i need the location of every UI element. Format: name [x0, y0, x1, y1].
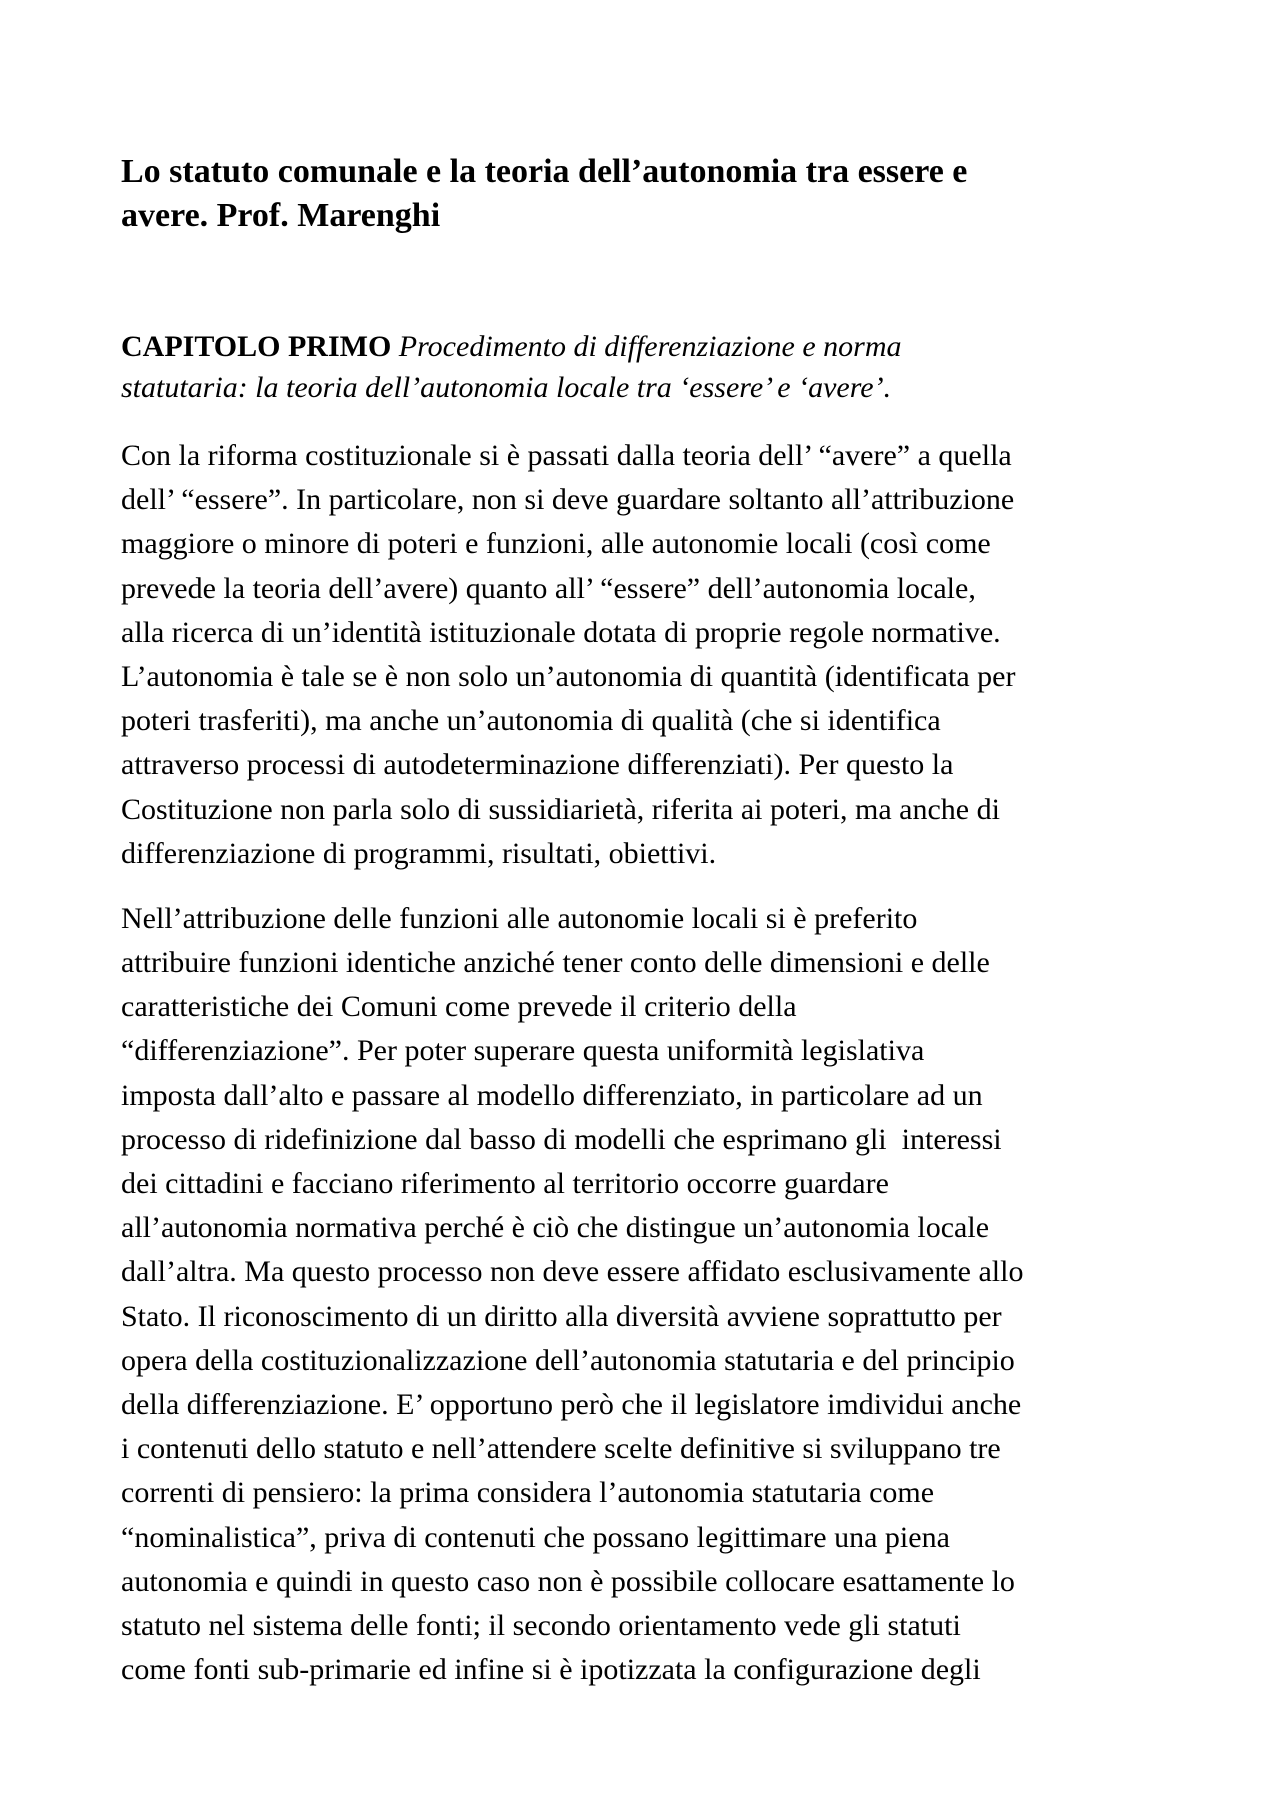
text-line: della differenziazione. E’ opportuno però che il legislatore imdividui anche [121, 1387, 1022, 1421]
text-line: poteri trasferiti), ma anche un’autonomia di qualità (che si identifica [121, 704, 941, 738]
text-line: processo di ridefinizione dal basso di modelli che esprimano gli interessi [121, 1122, 1002, 1156]
text-line: correnti di pensiero: la prima considera l’autonomia statutaria come [121, 1476, 935, 1510]
text-line: dei cittadini e facciano riferimento al territorio occorre guardare [121, 1167, 889, 1200]
text-line: “nominalistica”, priva di contenuti che possano legittimare una piena [121, 1520, 950, 1554]
text-line: alla ricerca di un’identità istituzionale dotata di proprie regole normative. [121, 615, 1001, 649]
text-line: maggiore o minore di poteri e funzioni, alle autonomie locali (così come [121, 527, 991, 561]
chapter-subtitle: Procedimento di differenziazione e norma [398, 330, 902, 363]
text-line: statuto nel sistema delle fonti; il secondo orientamento vede gli statuti [121, 1608, 961, 1642]
text-line: Costituzione non parla solo di sussidiarietà, riferita ai poteri, ma anche di [121, 792, 1000, 826]
paragraph-spacer [121, 876, 1181, 897]
document-title-line: avere. Prof. Marenghi [121, 197, 441, 234]
document-title [121, 150, 1121, 238]
text-line: Stato. Il riconoscimento di un diritto alla diversità avviene soprattutto per [121, 1299, 1002, 1333]
text-line: attribuire funzioni identiche anziché tener conto delle dimensioni e delle [121, 946, 990, 980]
text-line: imposta dall’alto e passare al modello differenziato, in particolare ad un [121, 1078, 983, 1112]
text-line: Nell’attribuzione delle funzioni alle autonomie locali si è preferito [121, 901, 918, 935]
text-line: caratteristiche dei Comuni come prevede il criterio della [121, 990, 797, 1024]
text-line: autonomia e quindi in questo caso non è possibile collocare esattamente lo [121, 1564, 1015, 1598]
text-line: i contenuti dello statuto e nell’attendere scelte definitive si sviluppano tre [121, 1432, 1001, 1466]
chapter-subtitle: statutaria: la teoria dell’autonomia locale tra ‘essere’ e ‘avere’. [121, 371, 892, 404]
text-line: dell’ “essere”. In particolare, non si deve guardare soltanto all’attribuzione [121, 483, 1015, 517]
text-line: differenziazione di programmi, risultati, obiettivi. [121, 836, 717, 870]
text-line: dall’altra. Ma questo processo non deve essere affidato esclusivamente allo [121, 1255, 1024, 1289]
paragraph [121, 897, 1181, 1692]
text-line: all’autonomia normativa perché è ciò che distingue un’autonomia locale [121, 1211, 990, 1245]
chapter-heading [121, 326, 1121, 408]
chapter-label: CAPITOLO PRIMO [121, 330, 392, 363]
text-line: opera della costituzionalizzazione dell’autonomia statutaria e del principio [121, 1343, 1015, 1377]
text-line: prevede la teoria dell’avere) quanto all’ “essere” dell’autonomia locale, [121, 571, 976, 605]
paragraph [121, 434, 1181, 876]
text-line: “differenziazione”. Per poter superare questa uniformità legislativa [121, 1034, 925, 1068]
body-text [121, 434, 1181, 1692]
text-line: come fonti sub-primarie ed infine si è ipotizzata la configurazione degli [121, 1653, 981, 1687]
document-page [121, 0, 1181, 1811]
text-line: Con la riforma costituzionale si è passati dalla teoria dell’ “avere” a quella [121, 439, 1012, 472]
text-line: L’autonomia è tale se è non solo un’autonomia di quantità (identificata per [121, 659, 1016, 693]
text-line: attraverso processi di autodeterminazione differenziati). Per questo la [121, 748, 954, 782]
document-title-line: Lo statuto comunale e la teoria dell’autonomia tra essere e [121, 153, 968, 190]
